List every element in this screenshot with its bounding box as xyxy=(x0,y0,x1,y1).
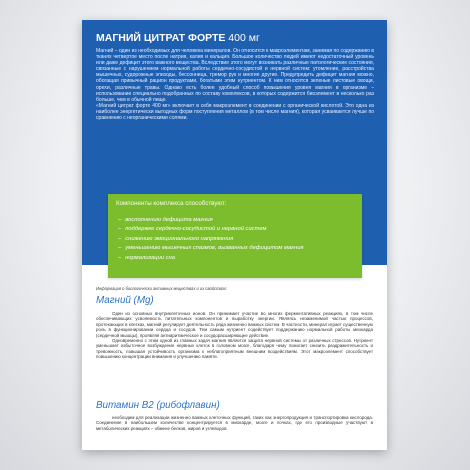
section-paragraph: необходим для реализации жизненно важных клеточных функций, таких как энергопродукция и транспортировка кислорода. Соединение в наибольшем количестве концентрируется в миокарде, мозге и почках, где его производные участвуют в метаболических реакциях – обмене белков, жиров и углеводов. xyxy=(96,415,373,431)
info-note: Информация о биологически активных веществах и их свойствах: xyxy=(96,286,228,291)
section-paragraph: Одновременно с этим одной из главных задач магния является защита нервной системы от различных стрессов. Нутриент уменьшает избыточное возбуждение нервных клеток в головном мозге, благодаря чему помогает снизить раздражительность и тревожность, повышая устойчивость организма к неблагоприятным внешним воздействиям. Этот макроэлемент способствует повышению концентрации внимания и улучшению памяти. xyxy=(96,338,373,360)
intro-paragraph: Магний – один из необходимых для человека минералов. Он относится к макроэлементам, занимая по содержанию в тканях четвертое место после натрия, калия и кальция. Большое количество людей имеют недостаточный уровень или даже дефицит этого важного вещества. Вследствие этого могут возникать различные патологические состояния, связанные с нарушением нормальной работы сердечно-сосудистой и нервной систем: утомление, расстройства мышечных, судорожные эпизоды, бессонница, тремор рук и многие другие. Предупредить дефицит магния можно, обогащая привычный рацион продуктами, богатыми этим нутриентом. К ним относятся зеленые листовые овощи, орехи, различные травы. Однако есть более удобный способ повышения уровня магния в организме – использование специально подобранных по составу комплексов, в которых содержится биоэлемент в несколько раз больше, чем в обычной пище. xyxy=(96,48,374,103)
info-sheet xyxy=(82,20,387,450)
section-body-vitamin-b2 xyxy=(96,415,373,431)
dash-icon: – xyxy=(118,254,122,261)
benefits-list xyxy=(118,216,304,263)
dash-icon: – xyxy=(118,217,122,223)
dash-icon: – xyxy=(118,245,122,252)
benefit-item: – восполнению дефицита магния xyxy=(118,217,213,223)
benefits-box xyxy=(108,194,362,278)
intro-paragraph: «Магний цитрат форте 400 мг» включает в себя макроэлемент в соединении с органической кислотой. Это одна из наиболее энергетически выгодных форм поступления металлов (в том числе магния), которая усваивается лучше по сравнению с неорганическими солями. xyxy=(96,102,374,122)
section-body-magnesium xyxy=(96,311,373,360)
intro-text xyxy=(96,48,374,121)
benefit-item: – уменьшению мышечных спазмов, вызванных дефицитом магния xyxy=(118,245,304,252)
benefit-item: – снижению эмоционального напряжения xyxy=(118,235,234,242)
dash-icon: – xyxy=(118,226,122,233)
benefit-item: – поддержке сердечно-сосудистой и нервной систем xyxy=(118,226,267,233)
section-heading-vitamin-b2: Витамин B2 (рибофлавин) xyxy=(96,400,220,411)
section-heading-magnesium: Магний (Mg) xyxy=(96,295,154,306)
benefits-heading: Компоненты комплекса способствуют: xyxy=(116,200,227,207)
section-paragraph: Один из основных внутриклеточных ионов. Он принимает участие во многих ферментативных реакциях, в том числе обеспечивающих усвояемость питательных компонентов и выработку энергии. Являясь незаменимой частью процессов, протекающих в клетках, магний регулирует деятельность ряда жизненно важных систем. В частности, минерал играет существенную роль в функционировании сердца и сосудов. Тем самым нутриент содействует поддержанию нормальной работы миокарда (сердечной мышцы), проявляя антиаритмическое и сосудорасширяющее действие. xyxy=(96,311,373,338)
benefit-item: – нормализации сна xyxy=(118,254,175,261)
dash-icon: – xyxy=(118,235,122,242)
product-title: МАГНИЙ ЦИТРАТ ФОРТЕ 400 мг xyxy=(96,32,260,44)
